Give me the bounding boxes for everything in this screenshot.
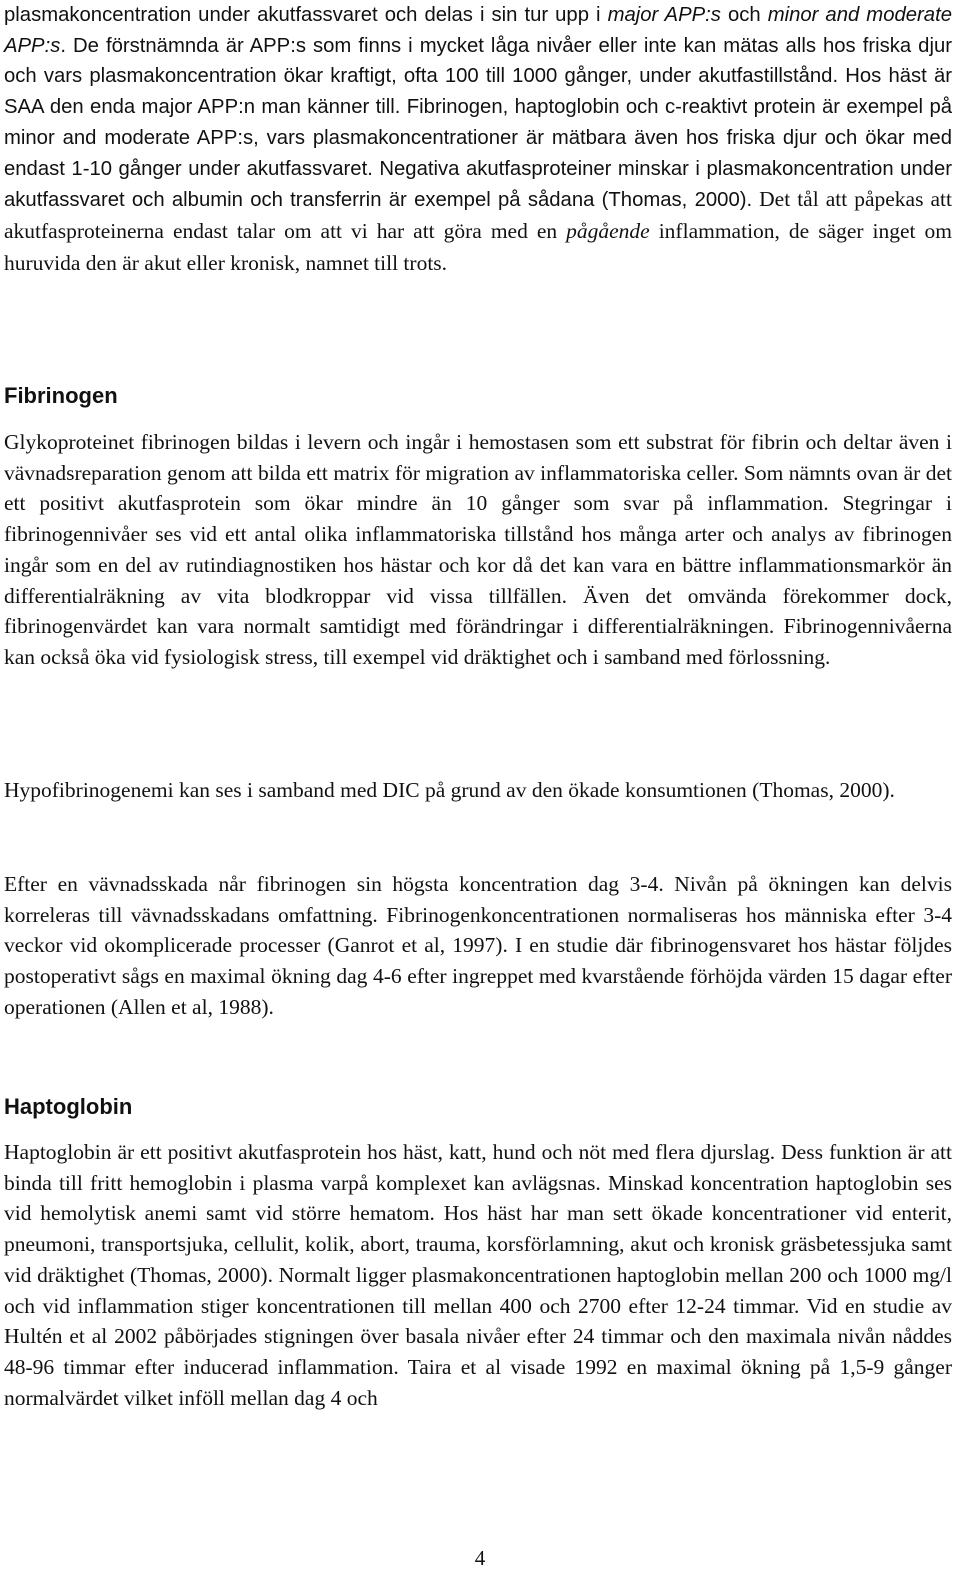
intro-text-4: Det tål att påpekas att akutfasproteinerna endast talar om att vi har att göra med en bbox=[4, 187, 952, 243]
intro-text-1: plasmakoncentration under akutfassvaret och delas i sin tur upp i bbox=[4, 4, 608, 26]
intro-term-minor: minor and moderate APP:s bbox=[4, 4, 952, 57]
intro-term-pagaende: pågående bbox=[566, 218, 650, 243]
intro-text-5: inflammation, de säger inget om huruvida den är akut eller kronisk, namnet till trots. bbox=[4, 218, 952, 275]
intro-text-3: . De förstnämnda är APP:s som finns i mycket låga nivåer eller inte kan mätas alls hos friska djur och vars plasmakoncentration ökar kraftigt, ofta 100 till 1000 gånger, under akutfastillstånd. Hos häst är SAA den enda major APP:n man känner till. Fibrinogen, haptoglobin och c-reaktivt protein är exempel på minor and moderate APP:s, vars plasmakoncentrationer är mätbara även hos friska djur och ökar med endast 1-10 gånger under akutfassvaret. Negativa akutfasproteiner minskar i plasmakoncentration under akutfassvaret och albumin och transferrin är exempel på sådana (Thomas, 2000). bbox=[4, 34, 952, 212]
fibrinogen-paragraph-3: Efter en vävnadsskada når fibrinogen sin högsta koncentration dag 3-4. Nivån på ökningen kan delvis korreleras till vävnadsskadans omfattning. Fibrinogenkoncentrationen normaliseras hos människa efter 3-4 veckor vid okomplicerade processer (Ganrot et al, 1997). I en studie där fibrinogensvaret hos hästar följdes postoperativt sågs en maximal ökning dag 4-6 efter ingreppet med kvarstående förhöjda värden 15 dagar efter operationen (Allen et al, 1988). bbox=[4, 872, 952, 1019]
fibrinogen-paragraph-1: Glykoproteinet fibrinogen bildas i levern och ingår i hemostasen som ett substrat för fibrin och deltar även i vävnadsreparation genom att bilda ett matrix för migration av inflammatoriska celler. Som nämnts ovan är det ett positivt akutfasprotein som ökar mindre än 10 gånger som svar på inflammation. Stegringar i fibrinogennivåer ses vid ett antal olika inflammatoriska tillstånd hos många arter och analys av fibrinogen ingår som en del av rutindiagnostiken hos hästar och kor då det kan vara en bättre inflammationsmarkör än differentialräkning av vita blodkroppar vid vissa tillfällen. Även det omvända förekommer dock, fibrinogenvärdet kan vara normalt samtidigt med förändringar i differentialräkningen. Fibrinogennivåerna kan också öka vid fysiologisk stress, till exempel vid dräktighet och i samband med förlossning. bbox=[4, 430, 952, 669]
intro-term-major: major APP:s bbox=[607, 4, 721, 26]
page-number: 4 bbox=[474, 1546, 486, 1570]
intro-paragraph bbox=[4, 0, 952, 279]
fibrinogen-paragraph-2: Hypofibrinogenemi kan ses i samband med DIC på grund av den ökade konsumtionen (Thomas, 2000). bbox=[4, 778, 895, 802]
intro-text-2: och bbox=[720, 4, 768, 26]
haptoglobin-paragraph-1: Haptoglobin är ett positivt akutfasprotein hos häst, katt, hund och nöt med flera djurslag. Dess funktion är att binda till fritt hemoglobin i plasma varpå komplexet kan avlägsnas. Minskad koncentration haptoglobin ses vid hemolytisk anemi samt vid större hematom. Hos häst har man sett ökade koncentrationer vid enterit, pneumoni, transportsjuka, cellulit, kolik, abort, trauma, korsförlamning, akut och kronisk gräsbetessjuka samt vid dräktighet (Thomas, 2000). Normalt ligger plasmakoncentrationen haptoglobin mellan 200 och 1000 mg/l och vid inflammation stiger koncentrationen till mellan 400 och 2700 efter 12-24 timmar. Vid en studie av Hultén et al 2002 påbörjades stigningen över basala nivåer efter 24 timmar och den maximala nivån nåddes 48-96 timmar efter inducerad inflammation. Taira et al visade 1992 en maximal ökning på 1,5-9 gånger normalvärdet vilket inföll mellan dag 4 och bbox=[4, 1140, 952, 1410]
fibrinogen-heading: Fibrinogen bbox=[4, 383, 118, 408]
haptoglobin-heading: Haptoglobin bbox=[4, 1094, 133, 1119]
